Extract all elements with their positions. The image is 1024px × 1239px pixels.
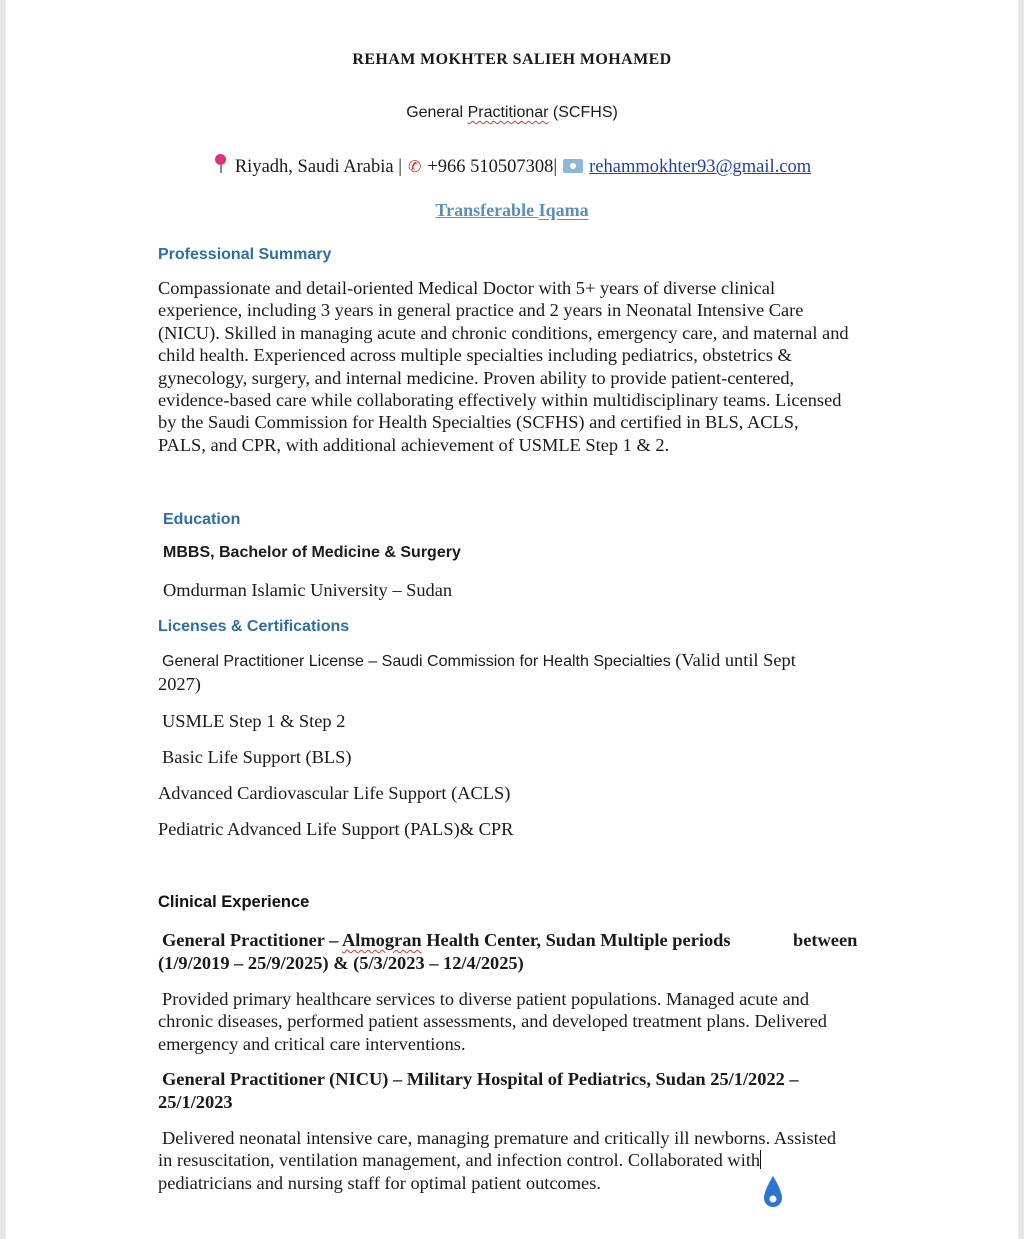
misspelled-word[interactable]: Almogran <box>341 930 422 950</box>
job-title-2: General Practitioner (NICU) – Military Hospital of Pediatrics, Sudan 25/1/2022 – <box>162 1069 799 1089</box>
summary-line: Compassionate and detail-oriented Medical Doctor with 5+ years of diverse clinical <box>158 278 776 298</box>
summary-paragraph <box>158 277 868 456</box>
candidate-name: REHAM MOKHTER SALIEH MOHAMED <box>352 51 672 68</box>
job-title: General Practitionar (SCFHS) <box>406 104 618 121</box>
transferable-iqama: Transferable Iqama <box>435 200 589 220</box>
misspelled-word[interactable]: Practitionar <box>467 104 549 121</box>
job-description-line: Provided primary healthcare services to diverse patient populations. Managed acute and <box>162 989 810 1009</box>
job-description-line: chronic diseases, performed patient assessments, and developed treatment plans. Delivered <box>158 1011 827 1032</box>
certification-item: Advanced Cardiovascular Life Support (ACLS) <box>158 783 511 803</box>
job-dates-2: 25/1/2023 <box>158 1092 233 1112</box>
summary-line: evidence-based care while collaborating effectively within multidisciplinary teams. Licensed <box>158 390 842 411</box>
summary-line: by the Saudi Commission for Health Specialties (SCFHS) and certified in BLS, ACLS, <box>158 412 799 433</box>
pin-icon <box>213 154 229 174</box>
page-edge-right <box>1018 0 1024 1239</box>
email-icon <box>563 159 583 173</box>
contact-line <box>0 154 1024 178</box>
summary-line: gynecology, surgery, and internal medicine. Proven ability to provide patient-centered, <box>158 367 795 388</box>
location-text: Riyadh, Saudi Arabia | <box>234 157 402 177</box>
education-school: Omdurman Islamic University – Sudan <box>163 580 453 600</box>
text-cursor <box>760 1150 761 1169</box>
section-heading-experience: Clinical Experience <box>158 893 310 911</box>
summary-line: experience, including 3 years in general practice and 2 years in Neonatal Intensive Care <box>158 300 804 321</box>
job-title-1: General Practitioner – Almogran Health Center, Sudan Multiple periods <box>162 930 731 950</box>
misspelled-word[interactable]: Iqama <box>538 200 589 220</box>
section-heading-licenses: Licenses & Certifications <box>158 618 350 635</box>
education-degree: MBBS, Bachelor of Medicine & Surgery <box>163 544 461 561</box>
certification-item: Basic Life Support (BLS) <box>162 747 352 767</box>
phone-text: +966 510507308| <box>427 157 558 177</box>
page-edge-left <box>0 0 6 1239</box>
job-dates-1: (1/9/2019 – 25/9/2025) & (5/3/2023 – 12/4/2025) <box>158 953 524 973</box>
license-line-2: 2027) <box>158 674 201 694</box>
summary-line: PALS, and CPR, with additional achievement of USMLE Step 1 & 2. <box>158 434 670 455</box>
certification-item: Pediatric Advanced Life Support (PALS)& CPR <box>158 819 514 839</box>
job-description-1 <box>158 988 868 1055</box>
job-description-line[interactable]: in resuscitation, ventilation management, and infection control. Collaborated with <box>158 1150 761 1171</box>
summary-line: child health. Experienced across multiple specialties including pediatrics, obstetrics & <box>158 345 792 366</box>
job-description-line: Delivered neonatal intensive care, managing premature and critically ill newborns. Assisted <box>162 1128 837 1148</box>
job-description-line: pediatricians and nursing staff for optimal patient outcomes. <box>158 1172 601 1193</box>
license-line-1: General Practitioner License – Saudi Commission for Health Specialties (Valid until Sept <box>162 650 796 670</box>
drop-cursor-icon[interactable] <box>762 1174 784 1210</box>
section-heading-summary: Professional Summary <box>158 246 332 263</box>
email-link[interactable]: rehammokhter93@gmail.com <box>589 157 812 177</box>
phone-icon: ✆ <box>407 157 422 176</box>
section-heading-education: Education <box>163 511 241 528</box>
job-description-line: emergency and critical care interventions. <box>158 1033 466 1054</box>
job-title-1-between: between <box>793 930 858 950</box>
certification-item: USMLE Step 1 & Step 2 <box>162 711 346 731</box>
summary-line: (NICU). Skilled in managing acute and chronic conditions, emergency care, and maternal and <box>158 322 849 343</box>
